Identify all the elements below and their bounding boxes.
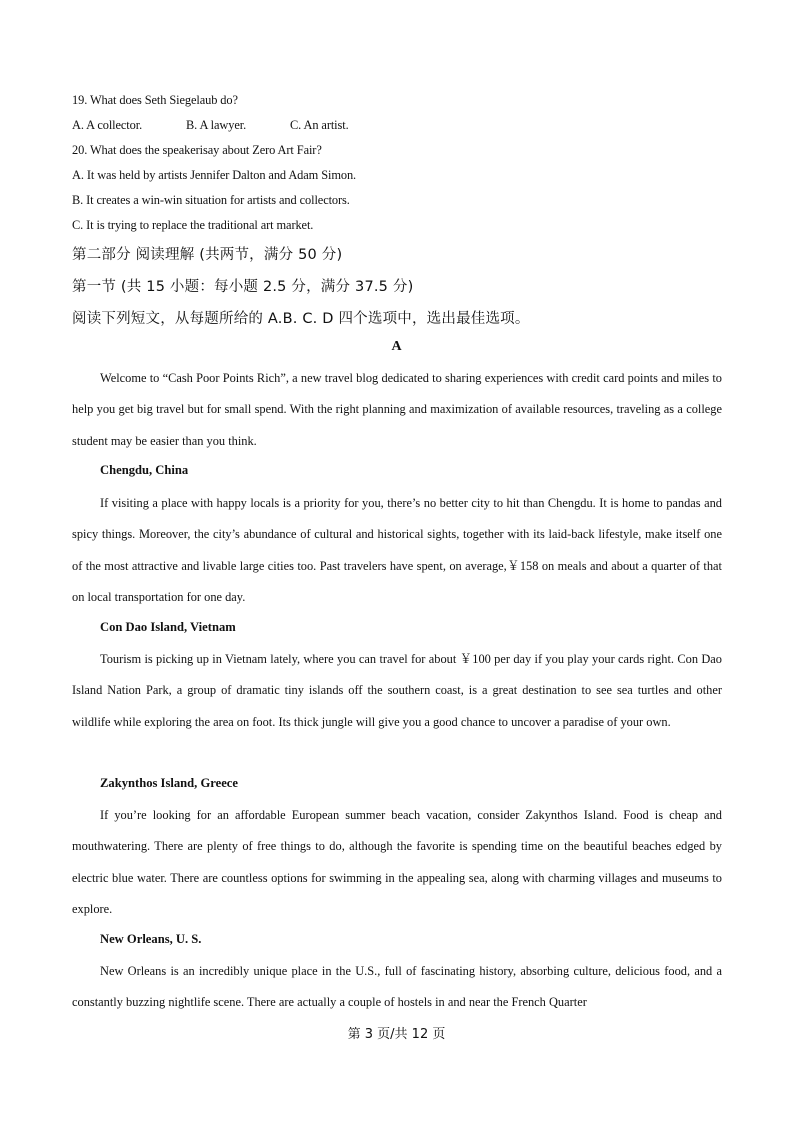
destination-heading-chengdu: Chengdu, China <box>100 463 189 477</box>
question-20-stem: 20. What does the speakerisay about Zero Art Fair? <box>72 143 322 157</box>
passage-letter: A <box>391 339 402 354</box>
destination-text-con-dao-body: Tourism is picking up in Vietnam lately, where you can travel for about ￥100 per day if you play your cards right. Con Dao Island Nation Park, a group of dramatic tiny islands off the southern coast, is a great destination to see sea turtles and other wildlife while exploring the area on foot. Its thick jungle will give you a good chance to uncover a paradise of your own. <box>72 652 722 729</box>
destination-text-new-orleans-body: New Orleans is an incredibly unique place in the U.S., full of fascinating history, absorbing culture, delicious food, and a constantly buzzing nightlife scene. There are actually a couple of hostels in and near the French Quarter <box>72 964 722 1010</box>
subsection-title: 第一节 (共 15 小题：每小题 2.5 分，满分 37.5 分) <box>72 279 414 295</box>
question-20-option-a: A. It was held by artists Jennifer Dalton and Adam Simon. <box>72 168 357 182</box>
question-19-option-b: B. A lawyer. <box>186 118 247 132</box>
page-footer: 第 3 页/共 12 页 <box>347 1027 446 1042</box>
part-title: 第二部分 阅读理解 (共两节，满分 50 分) <box>72 247 343 263</box>
destination-text-chengdu <box>72 488 722 613</box>
destination-text-zakynthos <box>72 800 722 925</box>
question-19-options <box>72 118 349 133</box>
question-20-option-b: B. It creates a win-win situation for artists and collectors. <box>72 193 350 207</box>
passage-intro <box>72 363 722 457</box>
destination-text-con-dao <box>72 644 722 738</box>
destination-heading-new-orleans: New Orleans, U. S. <box>100 932 202 946</box>
destination-heading-zakynthos: Zakynthos Island, Greece <box>100 776 238 790</box>
question-19-option-c: C. An artist. <box>290 118 349 132</box>
destination-heading-con-dao: Con Dao Island, Vietnam <box>100 620 236 634</box>
destination-text-chengdu-body: If visiting a place with happy locals is a priority for you, there’s no better city to hit than Chengdu. It is home to pandas and spicy things. Moreover, the city’s abundance of cultural and historical sights, together with its laid-back lifestyle, make itself one of the most attractive and livable large cities too. Past travelers have spent, on average,￥158 on meals and about a quarter of that on local transportation for one day. <box>72 496 722 604</box>
question-20-option-c: C. It is trying to replace the traditional art market. <box>72 218 314 232</box>
instruction: 阅读下列短文，从每题所给的 A.B. C. D 四个选项中，选出最佳选项。 <box>72 311 530 327</box>
destination-text-new-orleans <box>72 956 722 1019</box>
destination-text-zakynthos-body: If you’re looking for an affordable European summer beach vacation, consider Zakynthos Island. Food is cheap and mouthwatering. There are plenty of free things to do, although the favorite is spending time on the beautiful beaches edged by electric blue water. There are countless options for swimming in the appealing sea, along with charming villages and museums to explore. <box>72 808 722 916</box>
question-19-option-a: A. A collector. <box>72 118 143 132</box>
passage-intro-text: Welcome to “Cash Poor Points Rich”, a new travel blog dedicated to sharing experiences with credit card points and miles to help you get big travel but for small spend. With the right planning and maximization of available resources, traveling as a college student may be easier than you think. <box>72 371 722 448</box>
question-19-stem: 19. What does Seth Siegelaub do? <box>72 93 238 107</box>
